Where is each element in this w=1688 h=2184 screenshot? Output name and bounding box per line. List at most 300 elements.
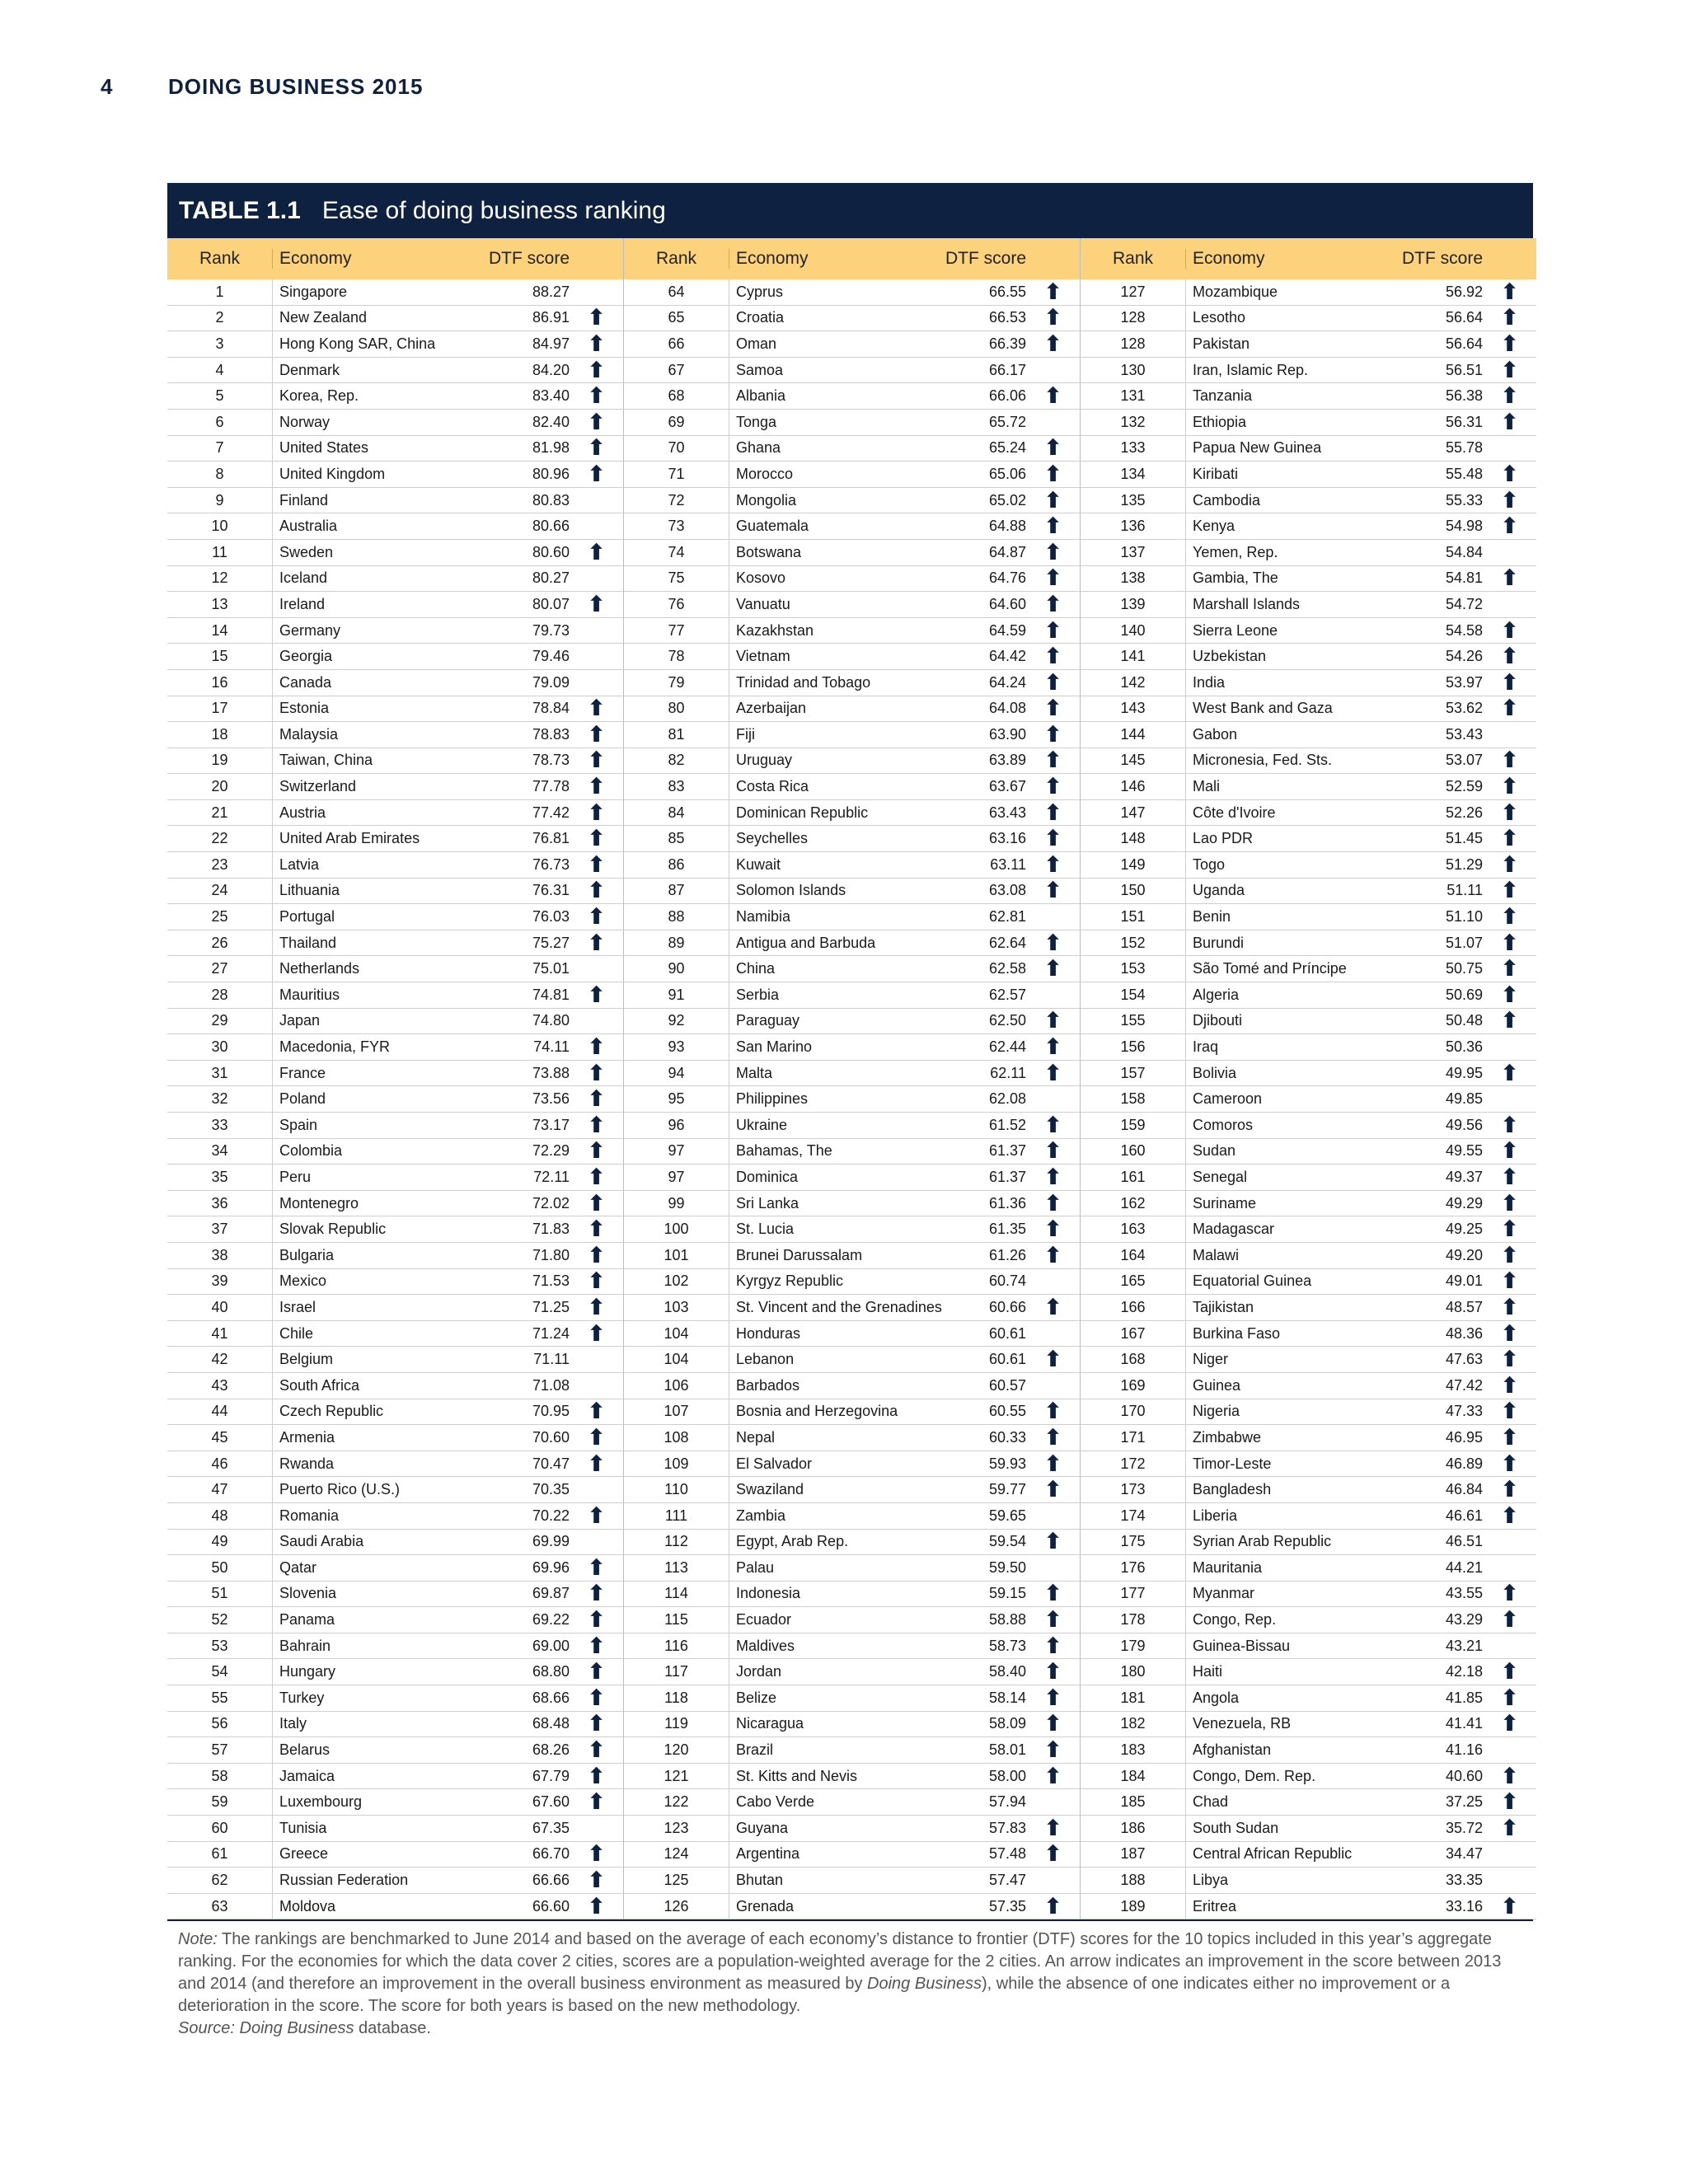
dtf-score-cell: 59.54 [988, 1533, 1026, 1550]
rank-cell: 92 [624, 1009, 729, 1034]
economy-cell: St. Vincent and the Grenadines [736, 1298, 942, 1315]
dtf-score-cell: 35.72 [1445, 1819, 1483, 1836]
table-row [624, 358, 1080, 384]
dtf-score-cell: 51.11 [1447, 882, 1483, 899]
up-arrow-icon: ⬆ [587, 851, 606, 878]
table-row [624, 1061, 1080, 1087]
up-arrow-icon: ⬆ [587, 1268, 606, 1295]
economy-cell: Egypt, Arab Rep. [736, 1533, 849, 1550]
improvement-cell [570, 984, 623, 1006]
economy-cell: Vietnam [736, 648, 790, 665]
rank-cell: 139 [1081, 592, 1186, 617]
economy-cell: Guinea [1193, 1376, 1241, 1394]
table-row [1081, 930, 1536, 957]
improvement-cell [1026, 776, 1080, 798]
table-row [167, 1269, 623, 1296]
up-arrow-icon: ⬆ [1500, 748, 1519, 774]
economy-cell: Singapore [279, 283, 348, 300]
rank-cell: 52 [167, 1607, 273, 1633]
improvement-cell [1026, 1817, 1080, 1840]
rank-cell: 182 [1081, 1712, 1186, 1737]
source-text: database. [354, 2019, 431, 2037]
rank-cell: 88 [624, 904, 729, 930]
economy-cell: Ethiopia [1193, 413, 1247, 430]
dtf-score-cell: 59.65 [988, 1507, 1026, 1524]
rank-cell: 41 [167, 1321, 273, 1347]
up-arrow-icon: ⬆ [1500, 305, 1519, 331]
economy-cell: Italy [279, 1715, 307, 1732]
improvement-cell [1026, 1216, 1080, 1243]
improvement-cell [1483, 1661, 1536, 1683]
rank-cell: 183 [1081, 1737, 1186, 1763]
rank-cell: 46 [167, 1451, 273, 1477]
dtf-score-cell: 54.58 [1445, 621, 1483, 639]
column-header-row [624, 238, 1080, 279]
rank-cell: 72 [624, 488, 729, 513]
rank-cell: 95 [624, 1086, 729, 1112]
economy-cell: Timor-Leste [1193, 1455, 1272, 1472]
table-row [167, 696, 623, 723]
dtf-score-cell: 64.87 [988, 543, 1026, 560]
table-row [167, 1191, 623, 1217]
improvement-cell [1026, 1687, 1080, 1709]
table-row [624, 410, 1080, 436]
table-row [1081, 1113, 1536, 1139]
improvement-cell [1483, 1010, 1536, 1032]
improvement-cell [1483, 1216, 1536, 1243]
up-arrow-icon: ⬆ [1043, 1451, 1062, 1477]
up-arrow-icon: ⬆ [587, 878, 606, 904]
dtf-score-cell: 46.95 [1445, 1428, 1483, 1446]
economy-cell: Cyprus [736, 283, 784, 300]
economy-cell: Hong Kong SAR, China [279, 335, 436, 352]
improvement-cell [570, 1893, 623, 1919]
table-row [624, 1269, 1080, 1296]
dtf-score-cell: 49.37 [1445, 1168, 1483, 1185]
ranking-table [167, 183, 1533, 1921]
rank-cell: 2 [167, 306, 273, 331]
dtf-score-cell: 66.17 [988, 361, 1026, 378]
dtf-score-cell: 49.20 [1445, 1246, 1483, 1263]
table-row [1081, 879, 1536, 905]
up-arrow-icon: ⬆ [1500, 1893, 1519, 1919]
dtf-score-cell: 83.40 [532, 387, 570, 405]
up-arrow-icon: ⬆ [587, 1893, 606, 1919]
rank-cell: 168 [1081, 1347, 1186, 1372]
up-arrow-icon: ⬆ [1500, 1242, 1519, 1268]
dtf-score-cell: 68.26 [532, 1741, 570, 1759]
improvement-cell [1483, 1244, 1536, 1267]
table-row [1081, 982, 1536, 1009]
economy-cell: Serbia [736, 986, 780, 1003]
dtf-score-cell: 79.73 [532, 621, 570, 639]
up-arrow-icon: ⬆ [1500, 1008, 1519, 1034]
improvement-cell [570, 1086, 623, 1113]
dtf-score-cell: 78.84 [532, 700, 570, 717]
up-arrow-icon: ⬆ [1500, 1268, 1519, 1295]
improvement-cell [570, 1609, 623, 1631]
table-row [167, 383, 623, 410]
rank-cell: 25 [167, 904, 273, 930]
economy-cell: Belarus [279, 1741, 331, 1759]
rank-cell: 171 [1081, 1425, 1186, 1451]
dtf-score-cell: 49.95 [1445, 1064, 1483, 1081]
dtf-score-cell: 53.07 [1445, 752, 1483, 769]
table-row [624, 800, 1080, 827]
economy-cell: Australia [279, 518, 338, 535]
economy-cell: Kenya [1193, 518, 1236, 535]
up-arrow-icon: ⬆ [587, 1554, 606, 1581]
economy-cell: Saudi Arabia [279, 1533, 364, 1550]
up-arrow-icon: ⬆ [1043, 1737, 1062, 1764]
dtf-score-cell: 60.61 [988, 1351, 1026, 1368]
up-arrow-icon: ⬆ [587, 409, 606, 435]
improvement-cell [1026, 383, 1080, 410]
improvement-cell [570, 1296, 623, 1319]
rank-cell: 110 [624, 1477, 729, 1502]
up-arrow-icon: ⬆ [1043, 1685, 1062, 1711]
table-row [167, 1659, 623, 1685]
up-arrow-icon: ⬆ [587, 1242, 606, 1268]
up-arrow-icon: ⬆ [1500, 1424, 1519, 1451]
economy-cell: Turkey [279, 1689, 325, 1706]
up-arrow-icon: ⬆ [1500, 930, 1519, 956]
rank-cell: 35 [167, 1165, 273, 1190]
economy-cell: Suriname [1193, 1194, 1257, 1212]
rank-cell: 23 [167, 852, 273, 878]
table-row [624, 1113, 1080, 1139]
dtf-score-cell: 58.01 [988, 1741, 1026, 1759]
table-row [624, 930, 1080, 957]
economy-cell: Chad [1193, 1793, 1229, 1811]
economy-cell: Comoros [1193, 1116, 1254, 1133]
economy-cell: Lao PDR [1193, 830, 1254, 847]
improvement-cell [1026, 1166, 1080, 1188]
rank-cell: 116 [624, 1633, 729, 1659]
table-row [167, 904, 623, 930]
rank-header: Rank [624, 249, 729, 269]
dtf-score-cell: 75.01 [532, 960, 570, 977]
economy-cell: Mexico [279, 1272, 327, 1290]
economy-cell: Luxembourg [279, 1793, 363, 1811]
table-row [624, 696, 1080, 723]
dtf-score-cell: 52.26 [1445, 804, 1483, 821]
improvement-cell [1026, 748, 1080, 774]
economy-cell: Mongolia [736, 491, 797, 509]
up-arrow-icon: ⬆ [587, 539, 606, 565]
up-arrow-icon: ⬆ [1043, 305, 1062, 331]
dtf-score-cell: 71.11 [533, 1351, 570, 1368]
rank-header: Rank [1081, 249, 1186, 269]
rank-header: Rank [167, 249, 273, 269]
dtf-score-cell: 46.84 [1445, 1481, 1483, 1498]
improvement-cell [1026, 1713, 1080, 1735]
improvement-cell [1026, 1453, 1080, 1475]
improvement-cell [1026, 932, 1080, 954]
up-arrow-icon: ⬆ [1043, 1841, 1062, 1868]
table-row [624, 1321, 1080, 1347]
improvement-cell [570, 1034, 623, 1061]
dtf-score-cell: 73.88 [532, 1064, 570, 1081]
rank-cell: 49 [167, 1530, 273, 1555]
dtf-score-cell: 49.55 [1445, 1142, 1483, 1160]
dtf-score-cell: 47.63 [1445, 1351, 1483, 1368]
dtf-score-cell: 48.36 [1445, 1324, 1483, 1342]
dtf-score-cell: 50.69 [1445, 986, 1483, 1003]
dtf-score-cell: 58.88 [988, 1611, 1026, 1629]
rank-cell: 157 [1081, 1061, 1186, 1086]
dtf-score-cell: 80.07 [532, 595, 570, 612]
page-number: 4 [101, 74, 114, 99]
up-arrow-icon: ⬆ [1500, 513, 1519, 540]
dtf-score-cell: 80.27 [532, 569, 570, 587]
table-row [167, 1139, 623, 1165]
table-row [1081, 331, 1536, 358]
economy-cell: Bosnia and Herzegovina [736, 1403, 898, 1420]
dtf-score-cell: 70.35 [532, 1481, 570, 1498]
table-row [167, 1243, 623, 1269]
dtf-score-cell: 64.42 [988, 648, 1026, 665]
table-column-group [623, 238, 1080, 1919]
table-row [167, 1034, 623, 1061]
improvement-cell [1483, 932, 1536, 954]
improvement-cell [570, 1687, 623, 1709]
economy-cell: Iraq [1193, 1038, 1219, 1056]
rank-cell: 144 [1081, 722, 1186, 748]
up-arrow-icon: ⬆ [587, 1737, 606, 1764]
dtf-score-cell: 80.66 [532, 518, 570, 535]
dtf-score-cell: 73.56 [532, 1090, 570, 1108]
footnote-source [178, 2018, 1530, 2040]
up-arrow-icon: ⬆ [587, 748, 606, 774]
table-row [624, 540, 1080, 566]
dtf-score-cell: 62.44 [988, 1038, 1026, 1056]
table-row [167, 1061, 623, 1087]
rank-cell: 101 [624, 1243, 729, 1268]
rank-cell: 165 [1081, 1269, 1186, 1295]
up-arrow-icon: ⬆ [1043, 1659, 1062, 1685]
improvement-cell [570, 1190, 623, 1216]
dtf-score-cell: 80.83 [532, 491, 570, 509]
dtf-score-cell: 54.72 [1445, 595, 1483, 612]
improvement-cell [570, 1789, 623, 1816]
up-arrow-icon: ⬆ [587, 357, 606, 383]
dtf-score-cell: 59.15 [988, 1585, 1026, 1602]
economy-cell: Mozambique [1193, 283, 1278, 300]
dtf-score-cell: 33.16 [1445, 1897, 1483, 1915]
rank-cell: 160 [1081, 1139, 1186, 1165]
dtf-score-cell: 69.87 [532, 1585, 570, 1602]
economy-cell: Tonga [736, 413, 777, 430]
up-arrow-icon: ⬆ [1500, 330, 1519, 357]
rank-cell: 162 [1081, 1191, 1186, 1216]
rank-cell: 74 [624, 540, 729, 565]
up-arrow-icon: ⬆ [1043, 1138, 1062, 1165]
rank-cell: 16 [167, 670, 273, 696]
rank-cell: 124 [624, 1842, 729, 1868]
rank-cell: 75 [624, 566, 729, 592]
economy-cell: Nicaragua [736, 1715, 804, 1732]
economy-cell: Georgia [279, 648, 333, 665]
dtf-score-cell: 65.02 [988, 491, 1026, 509]
improvement-cell [570, 748, 623, 774]
rank-cell: 58 [167, 1764, 273, 1789]
table-column-group [167, 238, 623, 1919]
rank-cell: 76 [624, 592, 729, 617]
table-row [167, 852, 623, 879]
economy-cell: Zambia [736, 1507, 786, 1524]
economy-cell: St. Lucia [736, 1221, 795, 1238]
improvement-cell [570, 1635, 623, 1657]
dtf-score-cell: 58.14 [988, 1689, 1026, 1706]
dtf-score-cell: 50.36 [1445, 1038, 1483, 1056]
rank-cell: 148 [1081, 826, 1186, 851]
up-arrow-icon: ⬆ [1043, 1242, 1062, 1268]
up-arrow-icon: ⬆ [1500, 1763, 1519, 1789]
table-row [1081, 1582, 1536, 1608]
economy-cell: Kazakhstan [736, 621, 814, 639]
source-italic: Doing Business [239, 2019, 354, 2037]
up-arrow-icon: ⬆ [587, 1841, 606, 1868]
dtf-score-cell: 60.66 [988, 1298, 1026, 1315]
table-row [624, 1503, 1080, 1530]
table-row [167, 410, 623, 436]
rank-cell: 83 [624, 774, 729, 799]
improvement-cell [570, 906, 623, 928]
up-arrow-icon: ⬆ [587, 1086, 606, 1113]
economy-cell: Korea, Rep. [279, 387, 359, 405]
dtf-score-cell: 65.72 [988, 413, 1026, 430]
up-arrow-icon: ⬆ [1500, 1502, 1519, 1529]
improvement-cell [1483, 827, 1536, 850]
table-row [1081, 1451, 1536, 1478]
table-row [624, 852, 1080, 879]
improvement-cell [570, 330, 623, 357]
improvement-cell [1026, 617, 1080, 644]
improvement-cell [1026, 1062, 1080, 1085]
improvement-cell [1026, 1765, 1080, 1788]
rank-cell: 137 [1081, 540, 1186, 565]
up-arrow-icon: ⬆ [1500, 1164, 1519, 1190]
improvement-cell [570, 879, 623, 902]
dtf-score-cell: 56.31 [1445, 413, 1483, 430]
note-italic: Doing Business [867, 1975, 982, 1993]
table-row [1081, 1269, 1536, 1296]
dtf-score-cell: 60.33 [988, 1428, 1026, 1446]
rank-cell: 38 [167, 1243, 273, 1268]
improvement-cell [1483, 1348, 1536, 1371]
economy-cell: Swaziland [736, 1481, 804, 1498]
improvement-cell [1483, 669, 1536, 696]
rank-cell: 94 [624, 1061, 729, 1086]
economy-cell: Myanmar [1193, 1585, 1255, 1602]
up-arrow-icon: ⬆ [1043, 330, 1062, 357]
economy-cell: Jamaica [279, 1767, 335, 1784]
up-arrow-icon: ⬆ [1043, 617, 1062, 644]
up-arrow-icon: ⬆ [1500, 982, 1519, 1008]
improvement-cell [1026, 851, 1080, 878]
up-arrow-icon: ⬆ [587, 1112, 606, 1138]
dtf-score-cell: 56.64 [1445, 309, 1483, 326]
table-row [624, 383, 1080, 410]
up-arrow-icon: ⬆ [1500, 826, 1519, 852]
economy-cell: Romania [279, 1507, 340, 1524]
rank-cell: 45 [167, 1425, 273, 1451]
table-row [1081, 956, 1536, 982]
economy-cell: Ukraine [736, 1116, 788, 1133]
rank-cell: 97 [624, 1165, 729, 1190]
economy-cell: Costa Rica [736, 778, 809, 795]
rank-cell: 147 [1081, 800, 1186, 826]
improvement-cell [1483, 617, 1536, 644]
dtf-score-cell: 64.88 [988, 518, 1026, 535]
dtf-score-cell: 80.96 [532, 465, 570, 482]
improvement-cell [1026, 513, 1080, 540]
improvement-cell [1483, 1817, 1536, 1840]
rank-cell: 189 [1081, 1894, 1186, 1919]
dtf-score-cell: 62.58 [988, 960, 1026, 977]
rank-cell: 122 [624, 1789, 729, 1815]
up-arrow-icon: ⬆ [587, 1138, 606, 1165]
dtf-score-cell: 60.57 [988, 1376, 1026, 1394]
up-arrow-icon: ⬆ [1500, 1320, 1519, 1347]
table-row [624, 644, 1080, 670]
economy-cell: Cameroon [1193, 1090, 1263, 1108]
table-row [624, 904, 1080, 930]
rank-cell: 180 [1081, 1659, 1186, 1685]
table-row [167, 1477, 623, 1503]
economy-cell: West Bank and Gaza [1193, 700, 1333, 717]
economy-cell: Morocco [736, 465, 794, 482]
economy-cell: Czech Republic [279, 1403, 384, 1420]
dtf-score-cell: 56.51 [1445, 361, 1483, 378]
economy-cell: Qatar [279, 1558, 317, 1576]
economy-cell: Micronesia, Fed. Sts. [1193, 752, 1333, 769]
economy-cell: Samoa [736, 361, 784, 378]
table-row [1081, 904, 1536, 930]
economy-cell: Canada [279, 673, 332, 691]
rank-cell: 59 [167, 1789, 273, 1815]
up-arrow-icon: ⬆ [1043, 721, 1062, 748]
up-arrow-icon: ⬆ [1500, 1581, 1519, 1607]
dtf-score-cell: 61.37 [988, 1142, 1026, 1160]
up-arrow-icon: ⬆ [587, 1164, 606, 1190]
table-row [167, 1295, 623, 1321]
up-arrow-icon: ⬆ [1043, 696, 1062, 722]
rank-cell: 68 [624, 383, 729, 409]
table-row [1081, 1764, 1536, 1790]
up-arrow-icon: ⬆ [1500, 383, 1519, 410]
economy-cell: El Salvador [736, 1455, 813, 1472]
table-row [624, 1477, 1080, 1503]
table-row [167, 1789, 623, 1816]
dtf-score-cell: 53.97 [1445, 673, 1483, 691]
economy-cell: Switzerland [279, 778, 357, 795]
dtf-score-cell: 49.85 [1445, 1090, 1483, 1108]
up-arrow-icon: ⬆ [1043, 1477, 1062, 1503]
economy-cell: Armenia [279, 1428, 335, 1446]
table-row [624, 1607, 1080, 1633]
up-arrow-icon: ⬆ [587, 1659, 606, 1685]
table-row [624, 1842, 1080, 1868]
economy-cell: Guatemala [736, 518, 809, 535]
improvement-cell [1026, 879, 1080, 902]
economy-cell: Antigua and Barbuda [736, 934, 876, 951]
improvement-cell [570, 851, 623, 878]
improvement-cell [1483, 1114, 1536, 1137]
rank-cell: 39 [167, 1269, 273, 1295]
economy-cell: Côte d'Ivoire [1193, 804, 1276, 821]
